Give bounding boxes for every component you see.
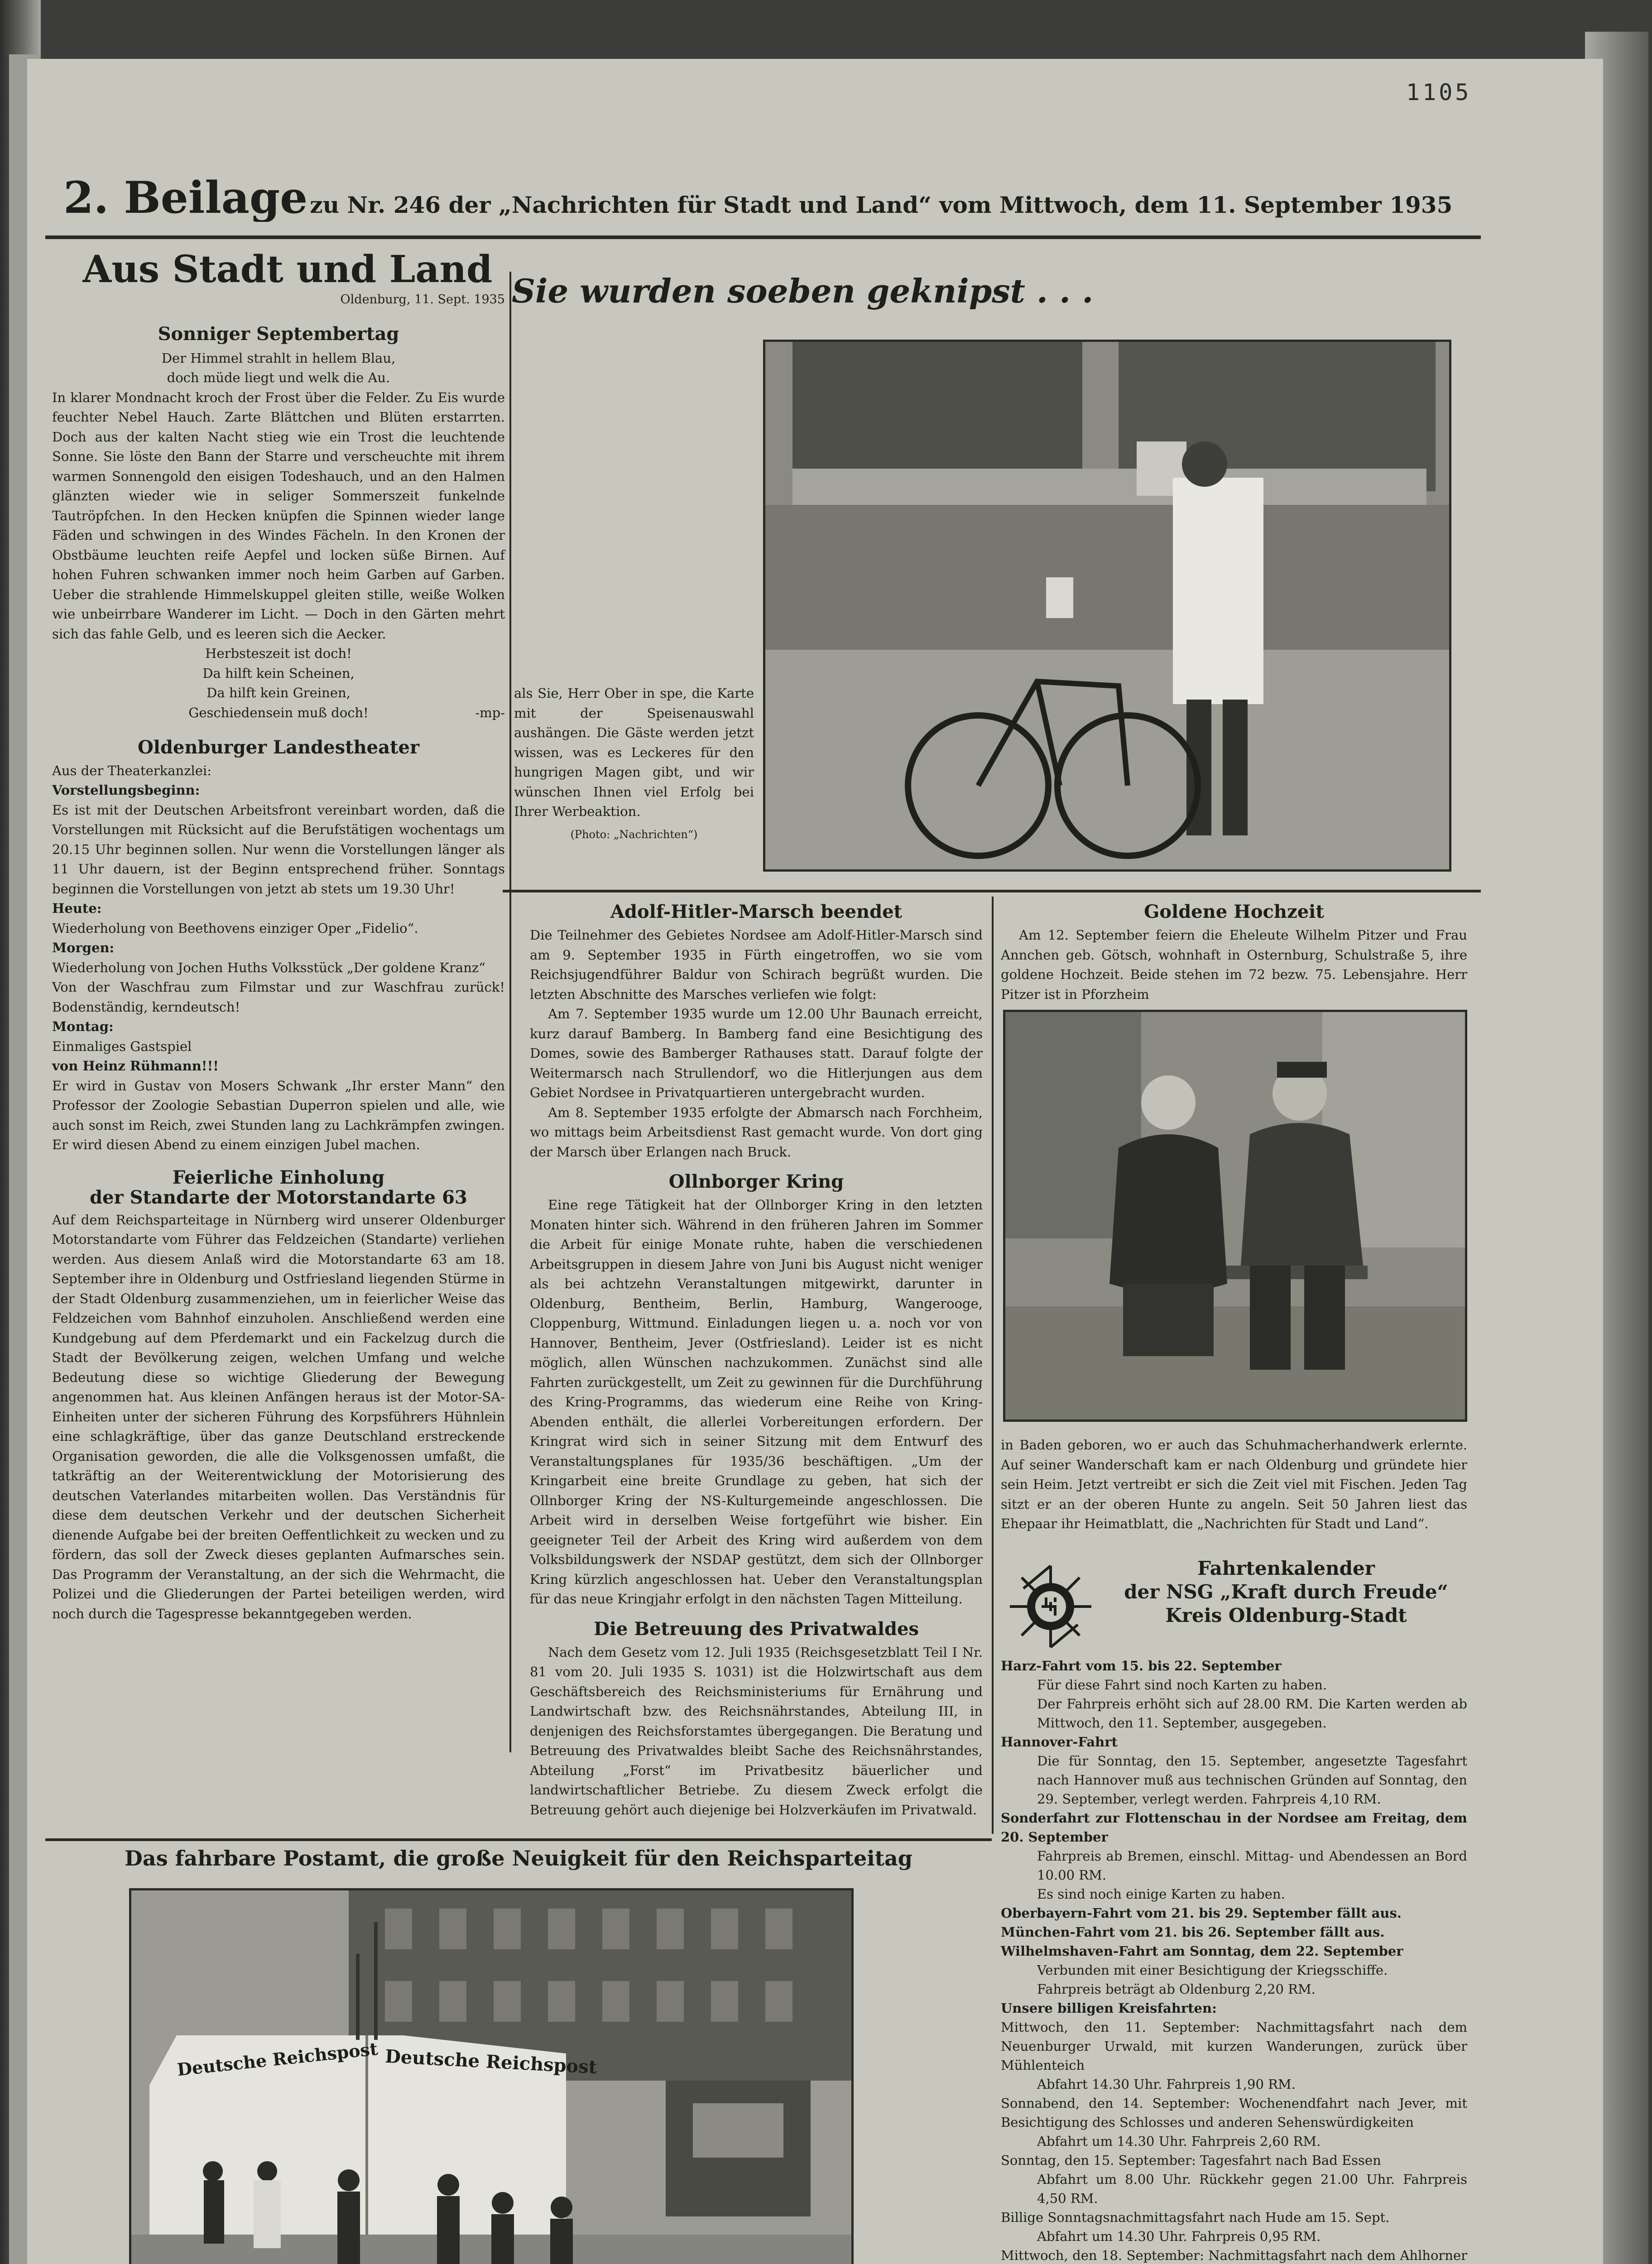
kdf-line: Sonderfahrt zur Flottenschau in der Nordsee am Freitag, dem 20. September (1001, 1810, 1467, 1845)
kdf-header (1001, 1557, 1467, 1647)
masthead-rest: zu Nr. 246 der „Nachrichten für Stadt und Land“ vom Mittwoch, dem 11. September 1935 (310, 192, 1453, 218)
article-heading-sonniger: Sonniger Septembertag (158, 323, 399, 345)
verse-line: Der Himmel strahlt in hellem Blau, (161, 350, 396, 366)
masthead-beilage: 2. Beilage (63, 172, 308, 222)
kdf-schedule (1001, 1656, 1467, 2264)
article-heading-standarte (52, 1168, 505, 1208)
kdf-line: Wilhelmshaven-Fahrt am Sonntag, dem 22. September (1001, 1943, 1403, 1959)
kdf-sun-icon (1005, 1561, 1096, 1652)
article-heading-privatwald: Die Betreuung des Privatwaldes (594, 1618, 919, 1640)
column-right (1001, 901, 1467, 1004)
verse-line: doch müde liegt und welk die Au. (167, 370, 390, 385)
kdf-line: München-Fahrt vom 21. bis 26. September fällt aus. (1001, 1924, 1385, 1940)
column-middle (530, 901, 983, 1820)
article-heading-hochzeit: Goldene Hochzeit (1144, 901, 1324, 922)
kdf-line: Harz-Fahrt vom 15. bis 22. September (1001, 1658, 1282, 1674)
photo-rule (503, 890, 1481, 892)
kdf-line: Unsere billigen Kreisfahrten: (1001, 2000, 1217, 2016)
dateline: Oldenburg, 11. Sept. 1935 (340, 293, 505, 307)
kdf-line: Abfahrt um 14.30 Uhr. Fahrpreis 0,95 RM. (1037, 2228, 1321, 2244)
kdf-line: Für diese Fahrt sind noch Karten zu haben. (1037, 1677, 1327, 1693)
kdf-line: Mittwoch, den 11. September: Nachmittagsfahrt nach dem Neuenburger Urwald, mit kurzen Wanderungen, zurück über Mühlenteich (1001, 2019, 1467, 2073)
verse-intro (52, 349, 505, 388)
column-divider (992, 897, 994, 1834)
kdf-line: Fahrpreis beträgt ab Oldenburg 2,20 RM. (1037, 1981, 1316, 1997)
bottom-headline: Das fahrbare Postamt, die große Neuigkeit für den Reichsparteitag (125, 1846, 912, 1871)
kdf-line: Abfahrt um 8.00 Uhr. Rückkehr gegen 21.00 Uhr. Fahrpreis 4,50 RM. (1037, 2171, 1467, 2206)
article-body-theater (52, 761, 505, 1155)
theater-line: Wiederholung von Jochen Huths Volksstück „Der goldene Kranz“ (52, 959, 485, 975)
photo-waiter-bicycle (763, 340, 1451, 872)
column-right-continued (1001, 1435, 1467, 2264)
theater-line: Er wird in Gustav von Mosers Schwank „Ihr erster Mann“ den Professor der Zoologie Sebastian Duperron spielen und alle, wie auch sonst im Reich, zwei Stunden lang zu Lachkrämpfen zwingen. Er wird diesen Abend zu einem einzigen Jubel machen. (52, 1078, 505, 1152)
heading-line: der NSG „Kraft durch Freude“ (1124, 1580, 1448, 1603)
verse-line: Geschiedensein muß doch! (188, 705, 369, 720)
kdf-line: Abfahrt 14.30 Uhr. Fahrpreis 1,90 RM. (1037, 2076, 1296, 2092)
masthead (63, 172, 1476, 222)
article-heading-hitlermarsch: Adolf-Hitler-Marsch beendet (610, 901, 903, 922)
paragraph: Die Teilnehmer des Gebietes Nordsee am Adolf-Hitler-Marsch sind am 9. September 1935 in Fürth eingetroffen, wo sie vom Reichsjugendführer Baldur von Schirach begrüßt wurden. Die letzten Abschnitte des Marsches verliefen wie folgt: (530, 927, 983, 1002)
kdf-heading (1109, 1557, 1463, 1627)
photo-waiter-graphic (765, 342, 1449, 869)
kdf-line: Es sind noch einige Karten zu haben. (1037, 1886, 1285, 1902)
kdf-line: Hannover-Fahrt (1001, 1734, 1118, 1750)
sign-deutsche-reichspost-right: Deutsche Reichspost (384, 2045, 598, 2078)
theater-line: Wiederholung von Beethovens einziger Oper „Fidelio“. (52, 920, 418, 936)
bottom-rule (45, 1838, 992, 1841)
sign-deutsche-reichspost-left: Deutsche Reichspost (176, 2038, 379, 2080)
newspaper-page (27, 59, 1603, 2264)
article-body-standarte: Auf dem Reichsparteitage in Nürnberg wird unserer Oldenburger Motorstandarte vom Führer das Feldzeichen (Standarte) verliehen werden. Aus diesem Anlaß wird die Motorstandarte 63 am 18. September ihre in Oldenburg und Ostfriesland liegenden Stürme in der Stadt Oldenburg zusammenziehen, um in feierlicher Weise das Feldzeichen vom Bahnhof einzuholen. Anschließend werden eine Kundgebung auf dem Pferdemarkt und ein Fackelzug durch die Stadt der Bevölkerung zeigen, welchen Umfang und welche Bedeutung diese so wichtige Gliederung der Bewegung angenommen hat. Aus kleinen Anfängen heraus ist der Motor-SA-Einheiten unter der sicheren Führung des Korpsführers Hühnlein eine schlagkräftige, über das ganze Deutschland erstreckende Organisation geworden, die alle die Volksgenossen umfaßt, die tatkräftig an der Weiterentwicklung der Motorisierung des deutschen Vaterlandes mitarbeiten wollen. Das Verständnis für diese dem deutschen Verkehr und der deutschen Sicherheit dienende Aufgabe bei der breiten Oeffentlichkeit zu wecken und zu fördern, das soll der Zweck dieses geplanten Aufmarsches sein. Das Programm der Veranstaltung, an der sich die Wehrmacht, die Polizei und die Gliederungen der Partei beteiligen werden, wird noch durch die Tagespresse bekanntgegeben werden. (52, 1212, 505, 1621)
kdf-line: Sonntag, den 15. September: Tagesfahrt nach Bad Essen (1001, 2152, 1381, 2168)
kdf-line: Mittwoch, den 18. September: Nachmittagsfahrt nach dem Ahlhorner (1001, 2247, 1467, 2263)
theater-line: von Heinz Rühmann!!! (52, 1058, 219, 1074)
photo-couple-graphic (1005, 1012, 1465, 1420)
article-heading-kring: Ollnborger Kring (668, 1171, 844, 1192)
article-body-hochzeit-continued: in Baden geboren, wo er auch das Schuhmacherhandwerk erlernte. Auf seiner Wanderschaft kam er nach Oldenburg und gründete hier sein Heim. Jetzt vertreibt er sich die Zeit viel mit Fischen. Jeden Tag sitzt er an der oberen Hunte zu angeln. Seit 50 Jahren liest das Ehepaar ihr Heimatblatt, die „Nachrichten für Stadt und Land“. (1001, 1437, 1467, 1531)
kdf-line: Oberbayern-Fahrt vom 21. bis 29. September fällt aus. (1001, 1905, 1402, 1921)
kdf-line: Fahrpreis ab Bremen, einschl. Mittag- und Abendessen an Bord 10.00 RM. (1037, 1848, 1467, 1883)
theater-line: Es ist mit der Deutschen Arbeitsfront vereinbart worden, daß die Vorstellungen mit Rücksicht auf die Berufstätigen wochentags um 20.15 Uhr beginnen sollen. Nur wenn die Vorstellungen länger als 11 Uhr dauern, ist der Beginn entsprechend früher. Sonntags beginnen die Vorstellungen von jetzt ab stets um 19.30 Uhr! (52, 802, 505, 897)
column-local-news (52, 249, 505, 1624)
verse-line: Herbsteszeit ist doch! (205, 646, 352, 661)
page-number: 1105 (1406, 79, 1472, 106)
photo-mobile-post-office (129, 1888, 854, 2264)
theater-line: Montag: (52, 1019, 114, 1034)
article-heading-theater: Oldenburger Landestheater (137, 736, 420, 758)
theater-line: Heute: (52, 901, 102, 916)
article-body-hitlermarsch (530, 926, 983, 1162)
kdf-line: Die für Sonntag, den 15. September, angesetzte Tagesfahrt nach Hannover muß aus technischen Gründen auf Sonntag, den 29. September, verlegt werden. Fahrpreis 4,10 RM. (1037, 1753, 1467, 1807)
column-divider (509, 272, 511, 1752)
photo-credit: (Photo: „Nachrichten“) (570, 828, 698, 841)
article-body-hochzeit: Am 12. September feiern die Eheleute Wilhelm Pitzer und Frau Annchen geb. Götsch, wohnhaft in Osternburg, Schulstraße 5, ihre goldene Hochzeit. Beide stehen im 72 bezw. 75. Lebensjahre. Herr Pitzer ist in Pforzheim (1001, 927, 1467, 1002)
heading-line: Kreis Oldenburg-Stadt (1165, 1604, 1407, 1626)
heading-line: Fahrtenkalender (1197, 1557, 1375, 1579)
heading-line: der Standarte der Motorstandarte 63 (90, 1186, 467, 1208)
theater-line: Von der Waschfrau zum Filmstar und zur Waschfrau zurück! Bodenständig, kerndeutsch! (52, 979, 505, 1015)
photo-caption-text: als Sie, Herr Ober in spe, die Karte mit der Speisenauswahl aushängen. Die Gäste werden jetzt wissen, was es Leckeres für den hungrigen Magen gibt, und wir wünschen Ihnen viel Erfolg bei Ihrer Werbeaktion. (514, 686, 754, 819)
photo-headline: Sie wurden soeben geknipst . . . (512, 272, 1094, 310)
masthead-rule (45, 235, 1481, 239)
paragraph: Am 8. September 1935 erfolgte der Abmarsch nach Forchheim, wo mittags beim Arbeitsdienst Rast gemacht wurde. Von dort ging der Marsch über Erlangen nach Bruck. (530, 1104, 983, 1160)
photo-postoffice-graphic (131, 1890, 851, 2264)
photo-golden-wedding (1003, 1010, 1467, 1422)
author-signature: -mp- (475, 705, 505, 720)
kdf-line: Sonnabend, den 14. September: Wochenendfahrt nach Jever, mit Besichtigung des Schlosses und anderen Sehenswürdigkeiten (1001, 2095, 1467, 2130)
verse-line: Da hilft kein Greinen, (206, 685, 351, 700)
theater-line: Vorstellungsbeginn: (52, 782, 200, 798)
kdf-line: Abfahrt um 14.30 Uhr. Fahrpreis 2,60 RM. (1037, 2133, 1321, 2149)
theater-line: Einmaliges Gastspiel (52, 1038, 192, 1054)
kdf-emblem (1005, 1561, 1096, 1652)
kdf-line: Der Fahrpreis erhöht sich auf 28.00 RM. Die Karten werden ab Mittwoch, den 11. September, ausgegeben. (1037, 1696, 1467, 1731)
kdf-line: Billige Sonntagsnachmittagsfahrt nach Hude am 15. Sept. (1001, 2209, 1390, 2225)
theater-line: Morgen: (52, 940, 115, 955)
photo-caption (514, 684, 754, 841)
section-title: Aus Stadt und Land (82, 248, 493, 291)
article-body-sonniger: In klarer Mondnacht kroch der Frost über die Felder. Zu Eis wurde feuchter Nebel Hauch. Zarte Blättchen und Blüten erstarrten. Doch aus der kalten Nacht stieg wie ein Trost die leuchtende Sonne. Sie löste den Bann der Starre und verscheuchte mit ihrem warmen Sonnengold den eisigen Todeshauch, und an den Halmen glänzten wieder wie in seliger Sommerszeit funkelnde Tautröpfchen. In den Hecken knüpfen die Spinnen wieder lange Fäden und schwingen in des Windes Fächeln. In den Kronen der Obstbäume leuchten reife Aepfel und locken süße Birnen. Auf hohen Fuhren schwanken immer noch heim Garben auf Garben. Ueber die strahlende Himmelskuppel gleiten stille, weiße Wolken wie unbeirrbare Wanderer im Licht. — Doch in den Gärten mehrt sich das fahle Gelb, und es leeren sich die Aecker. (52, 389, 505, 642)
kdf-line: Verbunden mit einer Besichtigung der Kriegsschiffe. (1037, 1962, 1388, 1978)
theater-line: Aus der Theaterkanzlei: (52, 763, 211, 778)
article-body-privatwald: Nach dem Gesetz vom 12. Juli 1935 (Reichsgesetzblatt Teil I Nr. 81 vom 20. Juli 1935 S. 1031) ist die Holzwirtschaft aus dem Geschäftsbereich des Reichsministeriums für Ernährung und Landwirtschaft bzw. des Reichsnährstandes, Abteilung III, in denjenigen des Reichsforstamtes übergegangen. Die Beratung und Betreuung des Privatwaldes bleibt Sache des Reichsnährstandes, Abteilung „Forst“ im Privatbesitz bäuerlicher und landwirtschaftlicher Betriebe. Zu diesem Zweck erfolgt die Betreuung gehört auch diejenige bei Holzverkäufen im Privatwald. (530, 1644, 983, 1818)
verse-line: Da hilft kein Scheinen, (202, 665, 355, 681)
paragraph: Am 7. September 1935 wurde um 12.00 Uhr Baunach erreicht, kurz darauf Bamberg. In Bamberg fand eine Besichtigung des Domes, sowie des Bamberger Rathauses statt. Darauf folgte der Weitermarsch nach Strullendorf, wo die Hitlerjungen aus dem Gebiet Nordsee in Privatquartieren untergebracht wurden. (530, 1006, 983, 1100)
heading-line: Feierliche Einholung (172, 1166, 385, 1188)
article-body-kring: Eine rege Tätigkeit hat der Ollnborger Kring in den letzten Monaten hinter sich. Während in den früheren Jahren im Sommer die Arbeit für einige Monate ruhte, haben die verschiedenen Arbeitsgruppen in diesem Jahre von Juni bis August nicht weniger als bei achtzehn Veranstaltungen mitgewirkt, darunter in Oldenburg, Bentheim, Berlin, Hamburg, Wangerooge, Cloppenburg, Wittmund. Einladungen liegen u. a. noch vor von Hannover, Bentheim, Jever (Ostfriesland). Leider ist es nicht möglich, allen Wünschen nachzukommen. Zunächst sind alle Fahrten zurückgestellt, um Zeit zu gewinnen für die Durchführung des Kring-Programms, das wiederum eine Reihe von Kring-Abenden enthält, die allerlei Vorbereitungen erfordern. Der Kringrat wird sich in seiner Sitzung mit dem Entwurf des Veranstaltungsplanes für 1935/36 beschäftigen. „Um der Kringarbeit eine breite Grundlage zu geben, hat sich der Ollnborger Kring der NS-Kulturgemeinde angeschlossen. Die Arbeit wird in derselben Weise fortgeführt wie bisher. Ein geeigneter Teil der Arbeit des Kring wird außerdem von dem Volksbildungswerk der NSDAP gestützt, dem sich der Ollnborger Kring kürzlich angeschlossen hat. Ueber den Veranstaltungsplan für das neue Kringjahr erfolgt in den nächsten Tagen Mitteilung. (530, 1197, 983, 1607)
